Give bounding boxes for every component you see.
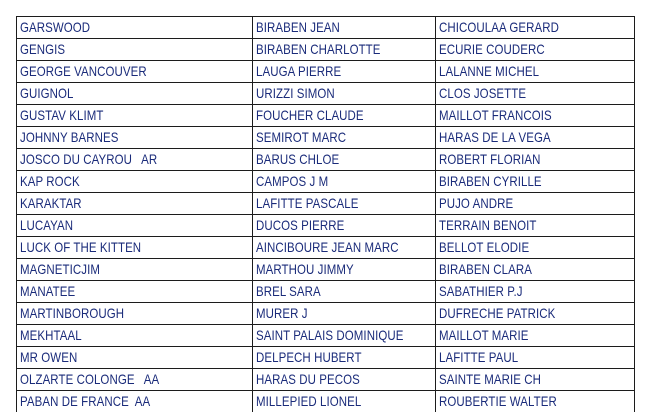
cell-text: MAILLOT FRANCOIS (439, 107, 552, 123)
cell-text: KAP ROCK (20, 173, 80, 189)
cell-text: MURER J (256, 305, 308, 321)
table-row (17, 281, 635, 303)
trainer-name-cell (436, 39, 635, 61)
cell-text: SAINTE MARIE CH (439, 371, 542, 387)
horse-name-cell (17, 149, 253, 171)
cell-text: CAMPOS J M (256, 173, 329, 189)
table-row (17, 369, 635, 391)
owner-name-cell (253, 83, 436, 105)
trainer-name-cell (436, 149, 635, 171)
cell-text: MR OWEN (20, 349, 78, 365)
table-row (17, 83, 635, 105)
cell-text: DUCOS PIERRE (256, 217, 345, 233)
horse-name-cell (17, 215, 253, 237)
horse-name-cell (17, 281, 253, 303)
cell-text: LUCAYAN (20, 217, 74, 233)
horse-name-cell (17, 83, 253, 105)
trainer-name-cell (436, 61, 635, 83)
trainer-name-cell (436, 237, 635, 259)
cell-text: URIZZI SIMON (256, 85, 335, 101)
owner-name-cell (253, 127, 436, 149)
horse-name-cell (17, 193, 253, 215)
horse-name-cell (17, 237, 253, 259)
cell-text: GUIGNOL (20, 85, 74, 101)
cell-text: SABATHIER P.J (439, 283, 523, 299)
horse-name-cell (17, 17, 253, 39)
cell-text: BARUS CHLOE (256, 151, 340, 167)
owner-name-cell (253, 17, 436, 39)
owner-name-cell (253, 347, 436, 369)
cell-text: MAILLOT MARIE (439, 327, 529, 343)
cell-text: KARAKTAR (20, 195, 82, 211)
cell-text: SAINT PALAIS DOMINIQUE (256, 327, 404, 343)
table-row (17, 61, 635, 83)
horse-name-cell (17, 325, 253, 347)
trainer-name-cell (436, 215, 635, 237)
entries-table-body (17, 17, 635, 413)
cell-text: BIRABEN CLARA (439, 261, 532, 277)
cell-text: JOHNNY BARNES (20, 129, 119, 145)
cell-text: AINCIBOURE JEAN MARC (256, 239, 399, 255)
cell-text: LALANNE MICHEL (439, 63, 540, 79)
cell-text: ROBERT FLORIAN (439, 151, 541, 167)
horse-name-cell (17, 105, 253, 127)
cell-text: BREL SARA (256, 283, 321, 299)
owner-name-cell (253, 303, 436, 325)
owner-name-cell (253, 281, 436, 303)
cell-text: LUCK OF THE KITTEN (20, 239, 142, 255)
cell-text: HARAS DE LA VEGA (439, 129, 551, 145)
trainer-name-cell (436, 391, 635, 413)
owner-name-cell (253, 369, 436, 391)
cell-text: GEORGE VANCOUVER (20, 63, 147, 79)
trainer-name-cell (436, 281, 635, 303)
owner-name-cell (253, 149, 436, 171)
owner-name-cell (253, 391, 436, 413)
cell-text: BIRABEN JEAN (256, 19, 340, 35)
table-row (17, 105, 635, 127)
table-row (17, 171, 635, 193)
horse-name-cell (17, 391, 253, 413)
cell-text: MARTINBOROUGH (20, 305, 125, 321)
owner-name-cell (253, 171, 436, 193)
table-row (17, 237, 635, 259)
trainer-name-cell (436, 83, 635, 105)
table-row (17, 391, 635, 413)
horse-name-cell (17, 369, 253, 391)
cell-text: HARAS DU PECOS (256, 371, 360, 387)
trainer-name-cell (436, 347, 635, 369)
owner-name-cell (253, 259, 436, 281)
trainer-name-cell (436, 105, 635, 127)
cell-text: CLOS JOSETTE (439, 85, 527, 101)
trainer-name-cell (436, 259, 635, 281)
horse-name-cell (17, 259, 253, 281)
trainer-name-cell (436, 193, 635, 215)
trainer-name-cell (436, 369, 635, 391)
trainer-name-cell (436, 325, 635, 347)
cell-text: LAFITTE PAUL (439, 349, 519, 365)
table-row (17, 325, 635, 347)
cell-text: TERRAIN BENOIT (439, 217, 537, 233)
cell-text: ROUBERTIE WALTER (439, 393, 557, 409)
cell-text: MANATEE (20, 283, 76, 299)
cell-text: DUFRECHE PATRICK (439, 305, 556, 321)
owner-name-cell (253, 325, 436, 347)
cell-text: GARSWOOD (20, 19, 91, 35)
cell-text: SEMIROT MARC (256, 129, 347, 145)
horse-name-cell (17, 61, 253, 83)
table-row (17, 347, 635, 369)
cell-text: FOUCHER CLAUDE (256, 107, 364, 123)
cell-text: MARTHOU JIMMY (256, 261, 354, 277)
table-row (17, 39, 635, 61)
horse-name-cell (17, 171, 253, 193)
table-row (17, 215, 635, 237)
owner-name-cell (253, 61, 436, 83)
horse-name-cell (17, 303, 253, 325)
cell-text: LAFITTE PASCALE (256, 195, 359, 211)
cell-text: LAUGA PIERRE (256, 63, 342, 79)
cell-text: ECURIE COUDERC (439, 41, 545, 57)
owner-name-cell (253, 105, 436, 127)
owner-name-cell (253, 237, 436, 259)
horse-name-cell (17, 347, 253, 369)
horse-name-cell (17, 39, 253, 61)
cell-text: MILLEPIED LIONEL (256, 393, 362, 409)
table-row (17, 127, 635, 149)
cell-text: CHICOULAA GERARD (439, 19, 559, 35)
cell-text: DELPECH HUBERT (256, 349, 362, 365)
table-row (17, 193, 635, 215)
table-row (17, 303, 635, 325)
trainer-name-cell (436, 303, 635, 325)
cell-text: MAGNETICJIM (20, 261, 100, 277)
cell-text: PUJO ANDRE (439, 195, 514, 211)
cell-text: PABAN DE FRANCE AA (20, 393, 151, 409)
cell-text: JOSCO DU CAYROU AR (20, 151, 158, 167)
owner-name-cell (253, 39, 436, 61)
cell-text: GENGIS (20, 41, 66, 57)
cell-text: BIRABEN CHARLOTTE (256, 41, 381, 57)
cell-text: GUSTAV KLIMT (20, 107, 104, 123)
cell-text: BIRABEN CYRILLE (439, 173, 542, 189)
owner-name-cell (253, 193, 436, 215)
table-row (17, 17, 635, 39)
table-row (17, 259, 635, 281)
cell-text: OLZARTE COLONGE AA (20, 371, 160, 387)
cell-text: MEKHTAAL (20, 327, 82, 343)
horse-name-cell (17, 127, 253, 149)
trainer-name-cell (436, 127, 635, 149)
cell-text: BELLOT ELODIE (439, 239, 530, 255)
entries-table (16, 16, 635, 412)
trainer-name-cell (436, 17, 635, 39)
table-row (17, 149, 635, 171)
trainer-name-cell (436, 171, 635, 193)
owner-name-cell (253, 215, 436, 237)
